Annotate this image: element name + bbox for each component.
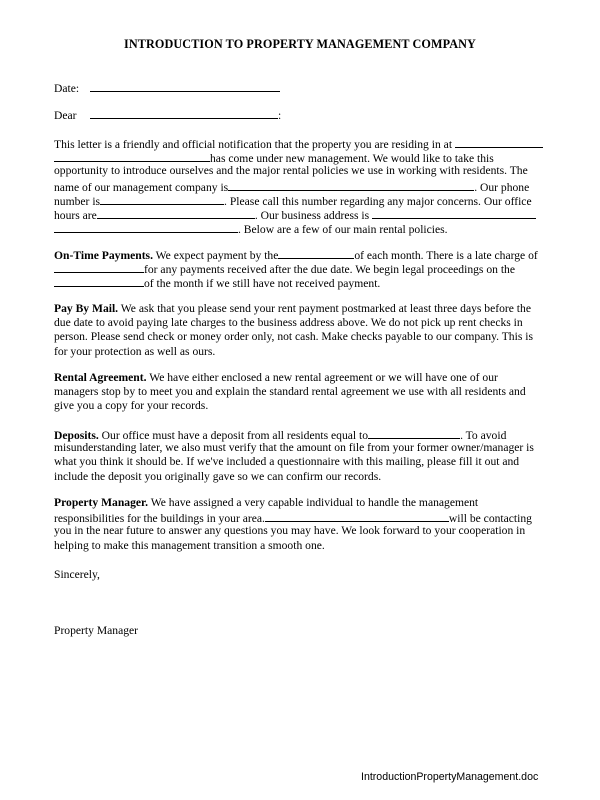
intro-text: opportunity to introduce ourselves and the major rental policies we use in working with residents. The [54,164,528,178]
hours-blank[interactable] [97,207,255,219]
intro-text: hours are [54,208,97,222]
due-day-blank[interactable] [278,247,354,259]
legal-day-blank[interactable] [54,275,144,287]
intro-text: . Our phone [474,180,530,194]
pay-by-mail-text: due date to avoid paying late charges to the business address above. We do not pick up rent checks in [54,316,523,330]
dear-line [54,107,281,123]
closing-text: Sincerely, [54,568,100,581]
ontime-text: for any payments received after the due date. We begin legal proceedings on the [144,263,515,277]
ontime-heading: On-Time Payments. [54,249,153,262]
property-manager-paragraph [54,496,546,553]
intro-text: . Below are a few of our main rental policies. [238,223,448,237]
manager-heading: Property Manager. [54,496,149,509]
deposits-heading: Deposits. [54,429,99,442]
manager-text: helping to make this management transition a smooth one. [54,538,325,552]
date-line [54,80,280,96]
manager-text: responsibilities for the buildings in your area. [54,512,265,526]
signature-title: Property Manager [54,624,139,637]
intro-paragraph [54,136,546,235]
pay-by-mail-paragraph [54,302,546,359]
ontime-text: We expect payment by the [152,249,279,262]
property-address-blank-2[interactable] [54,150,210,162]
intro-text: . Our business address is [254,208,370,222]
deposit-amount-blank[interactable] [368,427,460,439]
property-address-blank[interactable] [455,136,543,148]
deposits-text: . To avoid [460,429,507,442]
business-address-blank-2[interactable] [54,221,238,233]
phone-blank[interactable] [100,193,224,205]
deposits-text: include the deposit you originally gave so we can confirm our records. [54,469,382,483]
rental-text: managers stop by to meet you and explain the standard rental agreement we use with all residents and [54,385,526,399]
intro-text: . Please call this number regarding any major concerns. Our office [224,194,532,208]
business-address-blank[interactable] [372,207,536,219]
pay-by-mail-text: We ask that you please send your rent payment postmarked at least three days before the [118,302,531,315]
deposits-text: what you think it should be. If we've included a questionnaire with this mailing, please fill it out and [54,455,520,469]
intro-text: has come under new management. We would like to take this [210,152,494,166]
date-label: Date: [54,82,80,95]
ontime-text: of the month if we still have not received payment. [144,277,381,291]
company-name-blank[interactable] [228,179,474,191]
deposits-text: misunderstanding later, we also must verify that the amount on file from your former owner/manager is [54,441,534,455]
manager-name-blank[interactable] [265,510,449,522]
dear-label: Dear [54,109,77,122]
rental-agreement-paragraph [54,371,546,414]
deposits-text: Our office must have a deposit from all residents equal to [98,429,369,442]
manager-text: We have assigned a very capable individual to handle the management [148,496,479,509]
deposits-paragraph [54,427,546,484]
ontime-payments-paragraph [54,247,546,290]
ontime-text: of each month. There is a late charge of [354,249,538,262]
pay-by-mail-heading: Pay By Mail. [54,302,119,315]
file-name-footer: IntroductionPropertyManagement.doc [361,771,539,783]
pay-by-mail-text: for your protection as well as ours. [54,344,216,358]
manager-text: you in the near future to answer any questions you may have. We look forward to your cooperation in [54,524,526,538]
rental-heading: Rental Agreement. [54,371,147,384]
intro-text: This letter is a friendly and official notification that the property you are residing in at [54,138,453,151]
intro-text: number is [54,194,101,208]
rental-text: We have either enclosed a new rental agreement or we will have one of our [146,371,498,384]
late-charge-blank[interactable] [54,261,144,273]
rental-text: give you a copy for your records. [54,399,209,413]
document-title: INTRODUCTION TO PROPERTY MANAGEMENT COMPANY [124,37,476,51]
pay-by-mail-text: person. Please send check or money order only, not cash. Make checks payable to our company. This is [54,330,533,344]
date-blank[interactable] [90,80,280,92]
recipient-blank[interactable] [90,107,278,119]
dear-colon: : [278,109,282,122]
manager-text: will be contacting [448,512,532,526]
intro-text: name of our management company is [54,180,229,194]
